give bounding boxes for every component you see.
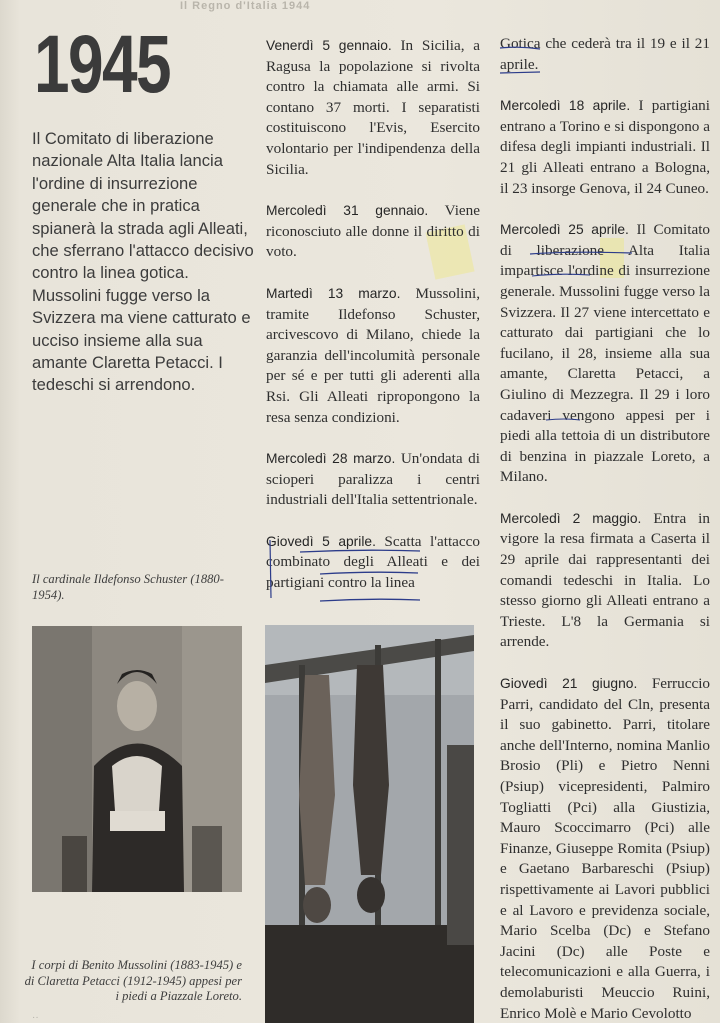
piazzale-loreto-illustration bbox=[265, 625, 474, 1023]
photo-piazzale-loreto bbox=[265, 625, 474, 1023]
pen-underline bbox=[500, 72, 540, 73]
page-year: 1945 bbox=[34, 19, 171, 110]
entry-date: Mercoledì 2 maggio. bbox=[500, 510, 642, 526]
entry-date: Mercoledì 18 aprile. bbox=[500, 98, 631, 114]
cardinal-figure-illustration bbox=[32, 626, 242, 892]
pen-underline bbox=[546, 419, 580, 420]
entry-text: Scatta l'attacco combinato degli Alleati e dei partigiani contro la linea bbox=[266, 532, 480, 592]
entry-date: Martedì 13 marzo. bbox=[266, 285, 401, 301]
entry-text: Ferruccio Parri, candidato del Cln, presenta il suo gabinetto. Parri, titolare anche dell'Interno, nomina Manlio Brosio (Pli) e Pietro Nenni (Psiup) vicepresidenti, Palmiro Togliatti (Pci) alla Giustizia, Mauro Scoccimarro (Pci) alle Finanze, Giuseppe Romita (Psiup) e Gaetano Barbareschi (Psiup) rispettivamente ai Lavori pubblici e al Lavoro e previdenza sociale, Mario Scelba (Dc) e Stefano Jacini (Dc) alle Poste e telecomunicazioni e alla Guerra, i demolaburisti Meuccio Ruini, Enrico Molè e Mario Cevolotto bbox=[500, 675, 711, 1022]
entry-date: Venerdì 5 gennaio. bbox=[266, 38, 392, 53]
pen-underline bbox=[500, 47, 540, 49]
entry-text: Un'ondata di scioperi paralizza i centri industriali dell'Italia settentrionale. bbox=[266, 450, 480, 509]
entry-text: Viene riconosciuto alle donne il diritto di voto. bbox=[266, 202, 480, 261]
entry-text: Il Comitato di liberazione Alta Italia impartisce l'ordine di insurrezione generale. Mussolini fugge verso la Svizzera. Il 27 viene intercettato e catturato dai partigiani che lo fucilano, il 28, insieme alla sua amante, Claretta Petacci, a Giulino di Mezzegra. Il 29 i loro cadaveri vengono appesi per i piedi alla tettoia di un distributore di benzina in piazzale Loreto, a Milano. bbox=[500, 221, 711, 486]
entry-text: Mussolini, tramite Ildefonso Schuster, arcivescovo di Milano, chiede la garanzia dell'incolumità personale per sé e per tutti gli aderenti alla Rsi. Gli Alleati ripropongono la resa senza condizioni. bbox=[266, 284, 481, 426]
photo-cardinal-schuster bbox=[32, 626, 242, 892]
pen-underline bbox=[300, 550, 420, 552]
entry-date: Giovedì 5 aprile. bbox=[266, 533, 376, 549]
bleed-through-header: Il Regno d'Italia 1944 bbox=[180, 0, 311, 12]
pen-underline bbox=[320, 572, 418, 574]
page-folio: ·· bbox=[32, 1012, 39, 1023]
entry-date: Mercoledì 25 aprile. bbox=[500, 222, 629, 238]
pen-underline bbox=[320, 599, 420, 601]
pen-underline bbox=[530, 252, 632, 254]
entry-text: Gotica che cederà tra il 19 e il 21 aprile. bbox=[500, 35, 710, 73]
entry-date: Giovedì 21 giugno. bbox=[500, 676, 638, 692]
entry-text: In Sicilia, a Ragusa la popolazione si rivolta contro la chiamata alle armi. Si contano 37 morti. I separatisti costituiscono l'Evis, Esercito volontario per l'indipendenza della Sicilia. bbox=[266, 37, 480, 178]
photo-caption-schuster: Il cardinale Ildefonso Schuster (1880-1954). bbox=[32, 572, 224, 602]
photo-caption-loreto: I corpi di Benito Mussolini (1883-1945) e di Claretta Petacci (1912-1945) appesi per i piedi a Piazzale Loreto. bbox=[24, 958, 242, 1003]
pen-underline bbox=[532, 274, 590, 276]
pen-margin-mark bbox=[270, 540, 271, 598]
entry-date: Mercoledì 28 marzo. bbox=[266, 451, 396, 467]
intro-summary: Il Comitato di liberazione nazionale Alta Italia lancia l'ordine di insurrezione generale che in pratica spianerà la strada agli Alleati, che sferrano l'attacco decisivo contro la linea gotica. Mussolini fugge verso la Svizzera ma viene catturato e ucciso insieme alla sua amante Claretta Petacci. I tedeschi si arrendono. bbox=[32, 129, 254, 395]
entry-text: I partigiani entrano a Torino e si dispongono a difesa degli impianti industriali. Il 21 gli Alleati entrano a Bologna, il 23 insorge Genova, il 24 Cuneo. bbox=[500, 97, 710, 197]
entry-text: Entra in vigore la resa firmata a Caserta il 29 aprile dai rappresentanti dei comandi tedeschi in Italia. Lo stesso giorno gli Alleati entrano a Trieste. L'8 la Germania si arrende. bbox=[500, 509, 710, 651]
entry-date: Mercoledì 31 gennaio. bbox=[266, 203, 429, 219]
